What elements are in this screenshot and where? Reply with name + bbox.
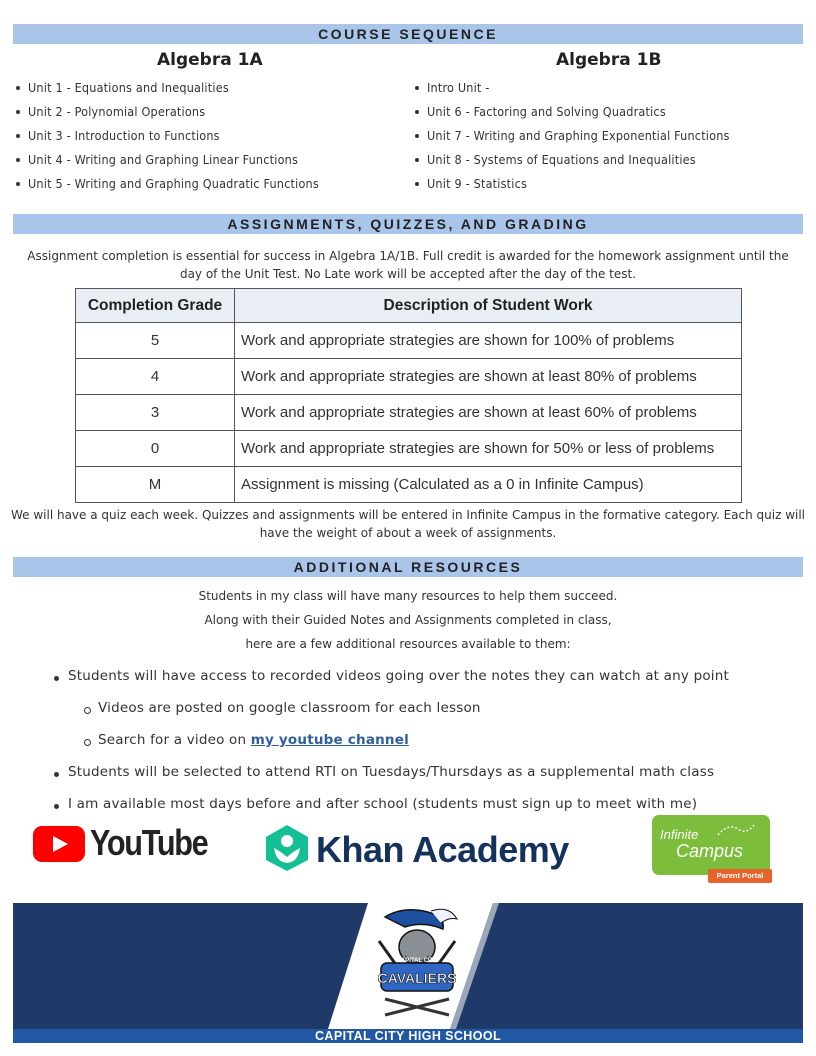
description-cell: Assignment is missing (Calculated as a 0 in Infinite Campus) [235, 467, 742, 503]
grade-cell: 5 [76, 323, 235, 359]
list-item: Intro Unit - [413, 78, 730, 102]
algebra-1b-unit-list [413, 78, 730, 198]
grade-cell: 0 [76, 431, 235, 467]
algebra-1a-unit-list [14, 78, 319, 198]
list-item: Unit 8 - Systems of Equations and Inequalities [413, 150, 730, 174]
school-name: CAPITAL CITY HIGH SCHOOL [13, 1029, 803, 1043]
youtube-channel-link[interactable]: my youtube channel [250, 732, 409, 748]
resources-intro-line: Along with their Guided Notes and Assignments completed in class, [204, 613, 612, 627]
grade-cell: 4 [76, 359, 235, 395]
infinite-campus-logo[interactable] [652, 815, 774, 885]
grading-table [75, 288, 742, 503]
list-item: Unit 3 - Introduction to Functions [14, 126, 319, 150]
grade-cell: 3 [76, 395, 235, 431]
description-cell: Work and appropriate strategies are shown at least 80% of problems [235, 359, 742, 395]
description-cell: Work and appropriate strategies are shown for 100% of problems [235, 323, 742, 359]
youtube-logo[interactable] [33, 822, 208, 866]
list-item: Unit 9 - Statistics [413, 174, 730, 198]
ic-line1: Infinite [660, 827, 699, 842]
column-header-grade: Completion Grade [76, 289, 235, 323]
swoosh-icon [716, 823, 756, 839]
khan-wordmark: Khan Academy [316, 829, 569, 870]
list-item: Students will be selected to attend RTI on Tuesdays/Thursdays as a supplemental math class [54, 764, 714, 780]
description-cell: Work and appropriate strategies are shown at least 60% of problems [235, 395, 742, 431]
assignments-intro-text: Assignment completion is essential for success in Algebra 1A/1B. Full credit is awarded for the homework assignment until the day of the Unit Test. No Late work will be accepted after the day of the test. [27, 249, 789, 281]
table-row [76, 395, 742, 431]
list-item: Unit 6 - Factoring and Solving Quadratics [413, 102, 730, 126]
resources-intro-line: Students in my class will have many resources to help them succeed. [198, 589, 618, 603]
section-header-assignments: ASSIGNMENTS, QUIZZES, AND GRADING [13, 214, 803, 234]
list-item: Unit 1 - Equations and Inequalities [14, 78, 319, 102]
list-item [84, 732, 409, 748]
table-row [76, 467, 742, 503]
sub-item-text: Search for a video on [98, 732, 251, 748]
infinite-campus-badge [652, 815, 770, 875]
grade-cell: M [76, 467, 235, 503]
resources-intro-line: here are a few additional resources available to them: [245, 637, 571, 651]
list-item: Unit 5 - Writing and Graphing Quadratic Functions [14, 174, 319, 198]
list-item: Unit 2 - Polynomial Operations [14, 102, 319, 126]
school-footer-banner [13, 903, 803, 1043]
column-header-description: Description of Student Work [235, 289, 742, 323]
khan-academy-logo[interactable] [264, 824, 574, 874]
list-item: Unit 7 - Writing and Graphing Exponential Functions [413, 126, 730, 150]
mascot-name-text: CAVALIERS [377, 970, 457, 986]
list-item: Students will have access to recorded videos going over the notes they can watch at any point [54, 668, 729, 684]
youtube-wordmark: YouTube [90, 822, 208, 863]
list-item: I am available most days before and after school (students must sign up to meet with me) [54, 796, 697, 812]
quiz-text: We will have a quiz each week. Quizzes and assignments will be entered in Infinite Campus in the formative category. Each quiz will have the weight of about a week of assignments. [10, 508, 806, 540]
algebra-1b-title: Algebra 1B [556, 50, 662, 70]
algebra-1a-title: Algebra 1A [157, 50, 263, 70]
table-row [76, 431, 742, 467]
list-item: Videos are posted on google classroom for each lesson [84, 700, 481, 716]
mascot-top-text: CAPITAL CITY [396, 958, 438, 964]
list-item: Unit 4 - Writing and Graphing Linear Functions [14, 150, 319, 174]
footer-graphic [13, 903, 803, 1029]
ic-line2: Campus [676, 841, 744, 861]
description-cell: Work and appropriate strategies are shown for 50% or less of problems [235, 431, 742, 467]
khan-hexagon-icon [264, 824, 310, 872]
section-header-course-sequence: COURSE SEQUENCE [13, 24, 803, 44]
play-icon [33, 826, 85, 862]
table-row [76, 359, 742, 395]
parent-portal-badge: Parent Portal [708, 869, 772, 883]
section-header-resources: ADDITIONAL RESOURCES [13, 557, 803, 577]
table-header-row [76, 289, 742, 323]
table-row [76, 323, 742, 359]
